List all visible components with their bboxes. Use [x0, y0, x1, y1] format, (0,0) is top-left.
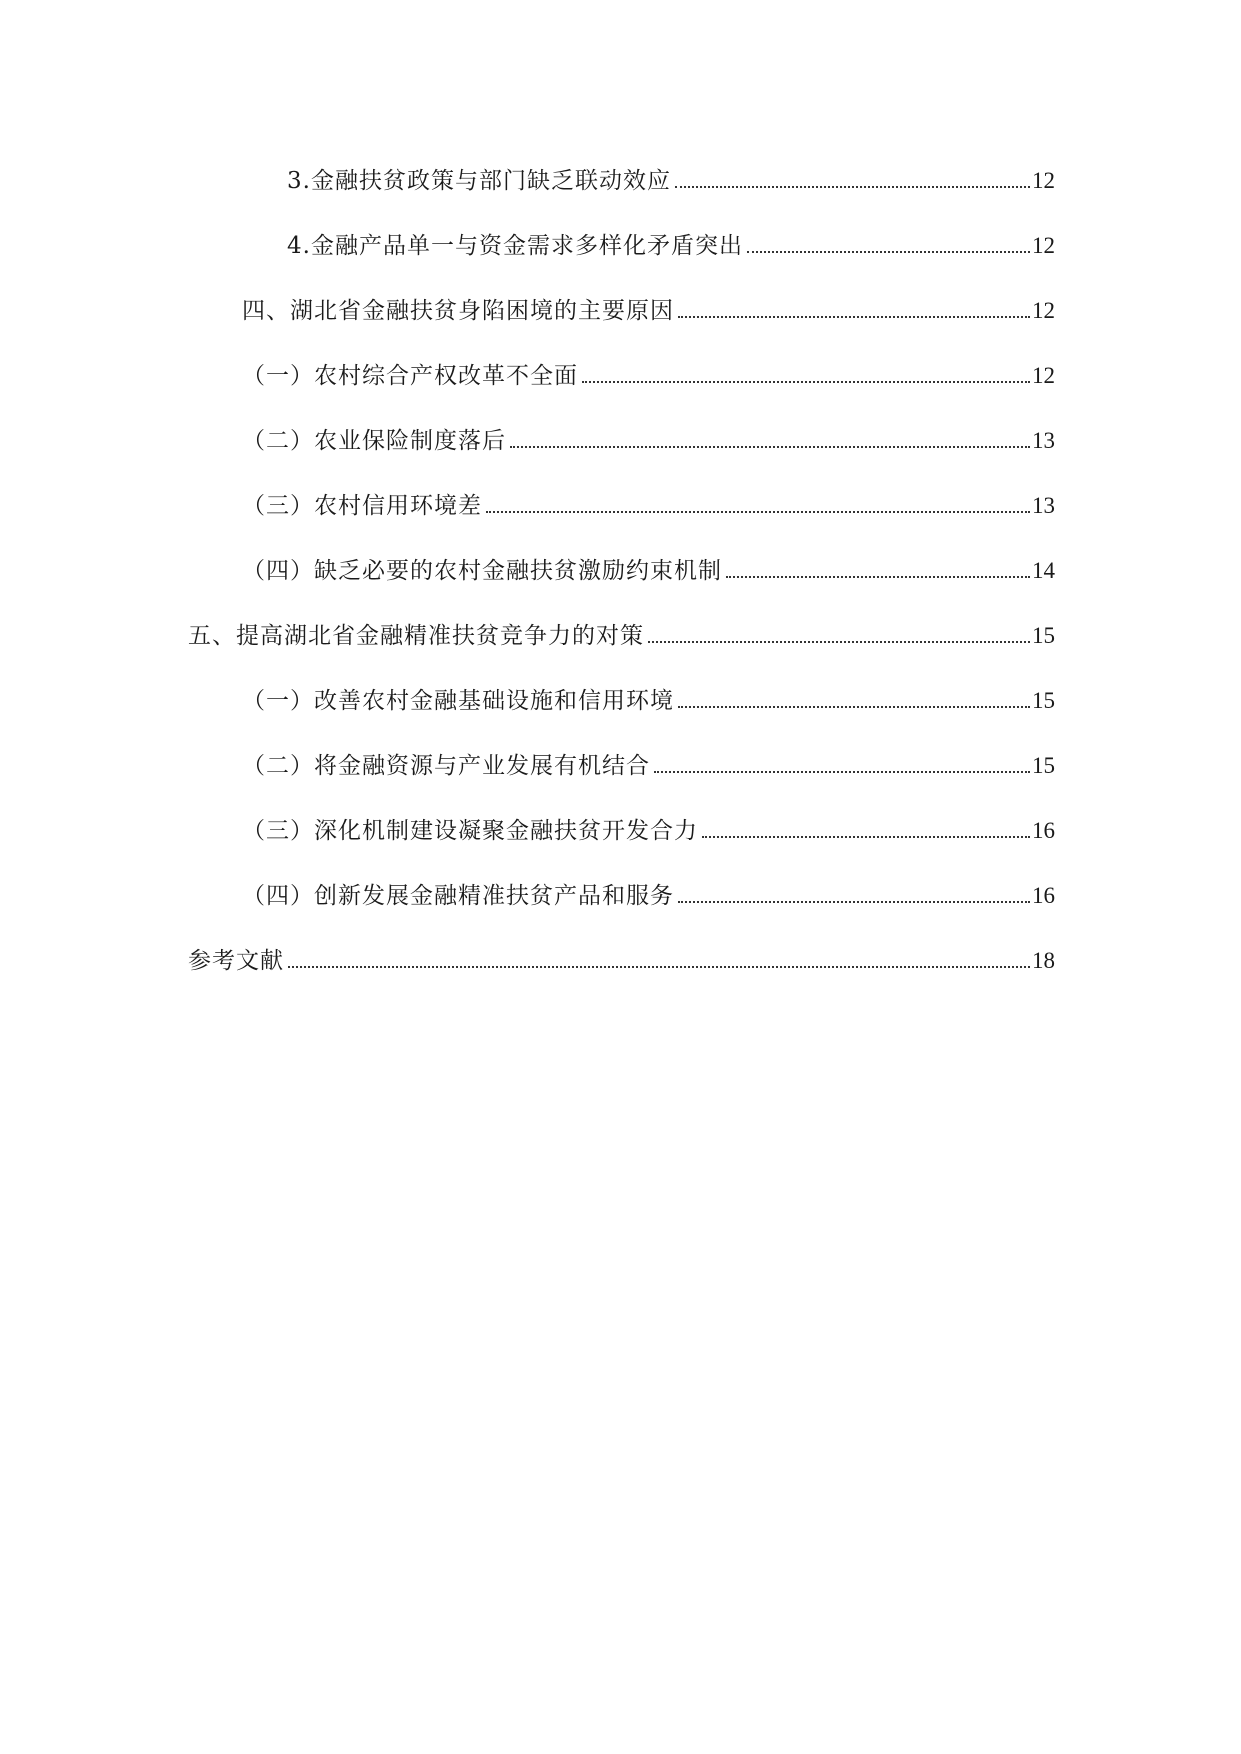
toc-dot-leader [702, 836, 1030, 838]
toc-page-number: 16 [1032, 883, 1055, 908]
toc-entry-label: （三）深化机制建设凝聚金融扶贫开发合力 [242, 818, 698, 844]
toc-entry[interactable] [188, 935, 1055, 975]
toc-entry-label: （二）将金融资源与产业发展有机结合 [242, 753, 650, 779]
toc-page-number: 12 [1032, 363, 1055, 388]
toc-dot-leader [747, 251, 1030, 253]
toc-entry-label: 四、湖北省金融扶贫身陷困境的主要原因 [242, 298, 674, 324]
toc-dot-leader [654, 771, 1030, 773]
toc-entry[interactable] [287, 155, 1055, 195]
toc-entry-label: （四）缺乏必要的农村金融扶贫激励约束机制 [242, 558, 722, 584]
toc-dot-leader [675, 186, 1030, 188]
toc-entry[interactable] [242, 740, 1055, 780]
toc-entry[interactable] [242, 545, 1055, 585]
toc-page-number: 18 [1032, 948, 1055, 973]
toc-entry[interactable] [242, 350, 1055, 390]
toc-entry-label: 3.金融扶贫政策与部门缺乏联动效应 [287, 168, 671, 194]
toc-page-number: 14 [1032, 558, 1055, 583]
toc-entry[interactable] [242, 415, 1055, 455]
toc-dot-leader [678, 901, 1030, 903]
toc-entry[interactable] [188, 610, 1055, 650]
toc-entry[interactable] [242, 805, 1055, 845]
toc-entry-label: （一）改善农村金融基础设施和信用环境 [242, 688, 674, 714]
toc-page-number: 15 [1032, 688, 1055, 713]
toc-entry-label: （一）农村综合产权改革不全面 [242, 363, 578, 389]
toc-dot-leader [510, 446, 1030, 448]
toc-page-number: 13 [1032, 428, 1055, 453]
toc-page-number: 15 [1032, 623, 1055, 648]
toc-entry-label: （二）农业保险制度落后 [242, 428, 506, 454]
toc-entry-label: 4.金融产品单一与资金需求多样化矛盾突出 [287, 233, 743, 259]
toc-dot-leader [678, 316, 1030, 318]
toc-page-number: 12 [1032, 168, 1055, 193]
toc-page-number: 13 [1032, 493, 1055, 518]
toc-dot-leader [582, 381, 1030, 383]
toc-entry[interactable] [242, 285, 1055, 325]
toc-dot-leader [648, 641, 1030, 643]
toc-entry-label: （三）农村信用环境差 [242, 493, 482, 519]
toc-entry[interactable] [242, 480, 1055, 520]
toc-entry[interactable] [242, 675, 1055, 715]
toc-page-number: 12 [1032, 233, 1055, 258]
toc-dot-leader [726, 576, 1030, 578]
toc-entry-label: 五、提高湖北省金融精准扶贫竞争力的对策 [188, 623, 644, 649]
toc-entry[interactable] [287, 220, 1055, 260]
toc-page-number: 12 [1032, 298, 1055, 323]
toc-entry-label: 参考文献 [188, 948, 284, 974]
toc-page-number: 16 [1032, 818, 1055, 843]
toc-entry[interactable] [242, 870, 1055, 910]
toc-dot-leader [486, 511, 1030, 513]
toc-dot-leader [678, 706, 1030, 708]
toc-dot-leader [288, 966, 1030, 968]
toc-entry-label: （四）创新发展金融精准扶贫产品和服务 [242, 883, 674, 909]
toc-page-number: 15 [1032, 753, 1055, 778]
